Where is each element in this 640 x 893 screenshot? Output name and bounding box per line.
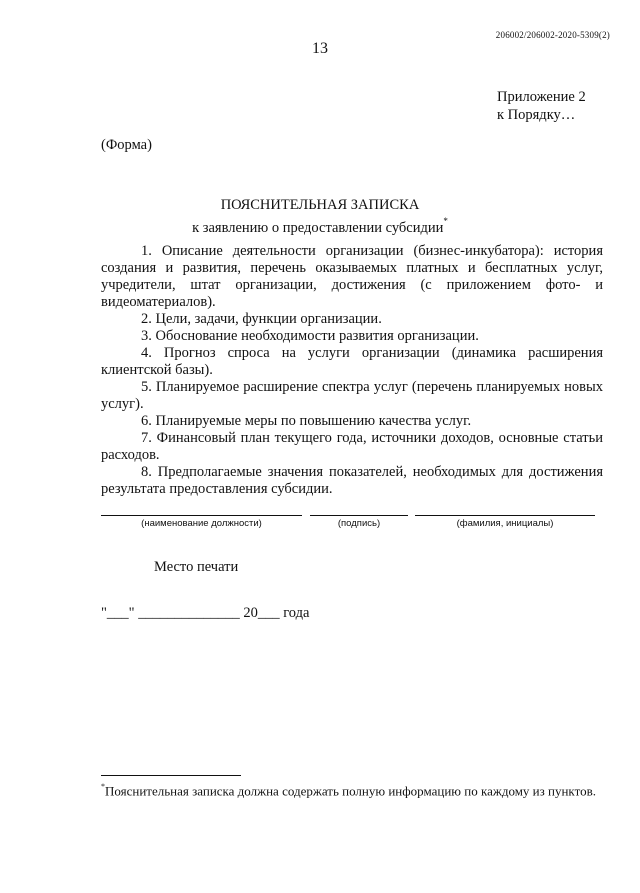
signature-label: (подпись) [337,518,381,529]
form-label: (Форма) [101,137,152,153]
document-id: 206002/206002-2020-5309(2) [495,30,610,40]
position-signature-line [101,515,302,516]
seal-place: Место печати [154,559,239,575]
position-label: (наименование должности) [141,518,262,529]
items-list [101,243,603,498]
title-footnote-mark: * [443,216,448,226]
list-item-1: 1. Описание деятельности организации (бизнес-инкубатора): история создания и развития, перечень оказываемых платных и бесплатных услуг, учредители, штат организации, достижения (с приложением фото- и видеоматериалов). [101,243,603,310]
list-item-6: 6. Планируемые меры по повышению качества услуг. [141,413,472,429]
footnote-divider [101,775,241,776]
name-signature-line [415,515,595,516]
title-main: ПОЯСНИТЕЛЬНАЯ ЗАПИСКА [220,197,420,213]
list-item-4: 4. Прогноз спроса на услуги организации (динамика расширения клиентской базы). [101,345,603,378]
page-number: 13 [312,40,328,57]
annex-line-1: Приложение 2 [497,89,586,105]
date-line: "___" ______________ 20___ года [101,605,310,621]
list-item-8: 8. Предполагаемые значения показателей, необходимых для достижения результата предоставления субсидии. [101,464,603,497]
signature-line [310,515,408,516]
footnote [101,779,603,800]
annex-line-2: к Порядку… [497,107,576,123]
footnote-mark: * [101,782,105,791]
annex-reference [497,88,586,124]
list-item-3: 3. Обоснование необходимости развития организации. [141,328,479,344]
list-item-7: 7. Финансовый план текущего года, источники доходов, основные статьи расходов. [101,430,603,463]
list-item-5: 5. Планируемое расширение спектра услуг (перечень планируемых новых услуг). [101,379,603,412]
footnote-text: Пояснительная записка должна содержать полную информацию по каждому из пунктов. [105,783,596,799]
name-label: (фамилия, инициалы) [456,518,554,529]
list-item-2: 2. Цели, задачи, функции организации. [141,311,382,327]
title-subtitle [0,214,640,237]
document-title [0,196,640,237]
title-sub-text: к заявлению о предоставлении субсидии [192,219,444,236]
